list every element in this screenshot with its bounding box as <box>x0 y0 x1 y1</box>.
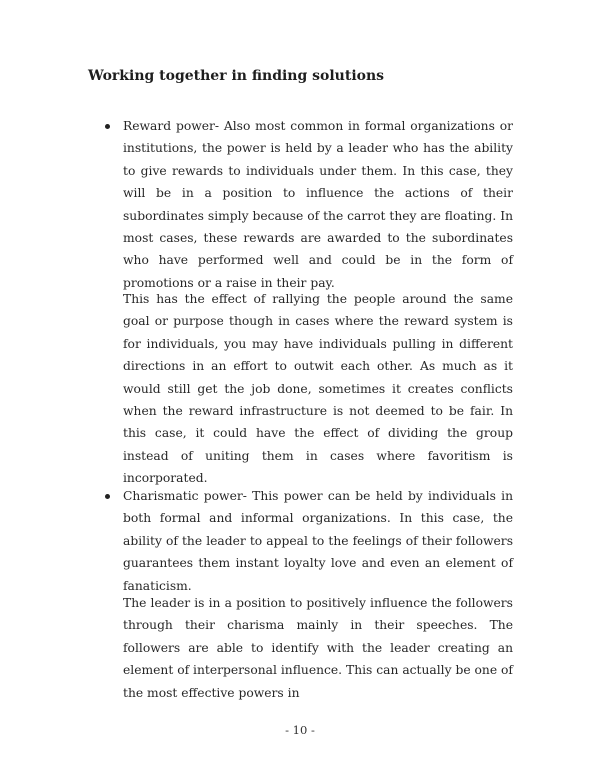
section-heading: Working together in finding solutions <box>88 68 385 84</box>
page-number: - 10 - <box>285 723 315 737</box>
bullet-item-charismatic-power <box>123 485 513 597</box>
bullet-icon <box>105 494 110 499</box>
bullet-icon <box>105 124 110 129</box>
bullet-text: Reward power- Also most common in formal organizations or institutions, the power is held by a leader who has the ability to give rewards to individuals under them. In this case, they will be in a position to influence the actions of their subordinates simply because of the carrot they are floating. In most cases, these rewards are awarded to the subordinates who have performed well and could be in the form of promotions or a raise in their pay. <box>123 119 513 290</box>
bullet-item-reward-power <box>123 115 513 294</box>
paragraph-reward-effects: This has the effect of rallying the people around the same goal or purpose though in cases where the reward system is for individuals, you may have individuals pulling in different directions in an effort to outwit each other. As much as it would still get the job done, sometimes it creates conflicts when the reward infrastructure is not deemed to be fair. In this case, it could have the effect of dividing the group instead of uniting them in cases where favoritism is incorporated. <box>123 292 513 486</box>
bullet-text: Charismatic power- This power can be held by individuals in both formal and informal organizations. In this case, the ability of the leader to appeal to the feelings of their followers guarantees them instant loyalty love and even an element of fanaticism. <box>123 489 513 593</box>
paragraph-charisma-influence: The leader is in a position to positively influence the followers through their charisma mainly in their speeches. The followers are able to identify with the leader creating an element of interpersonal influence. This can actually be one of the most effective powers in <box>123 596 513 700</box>
